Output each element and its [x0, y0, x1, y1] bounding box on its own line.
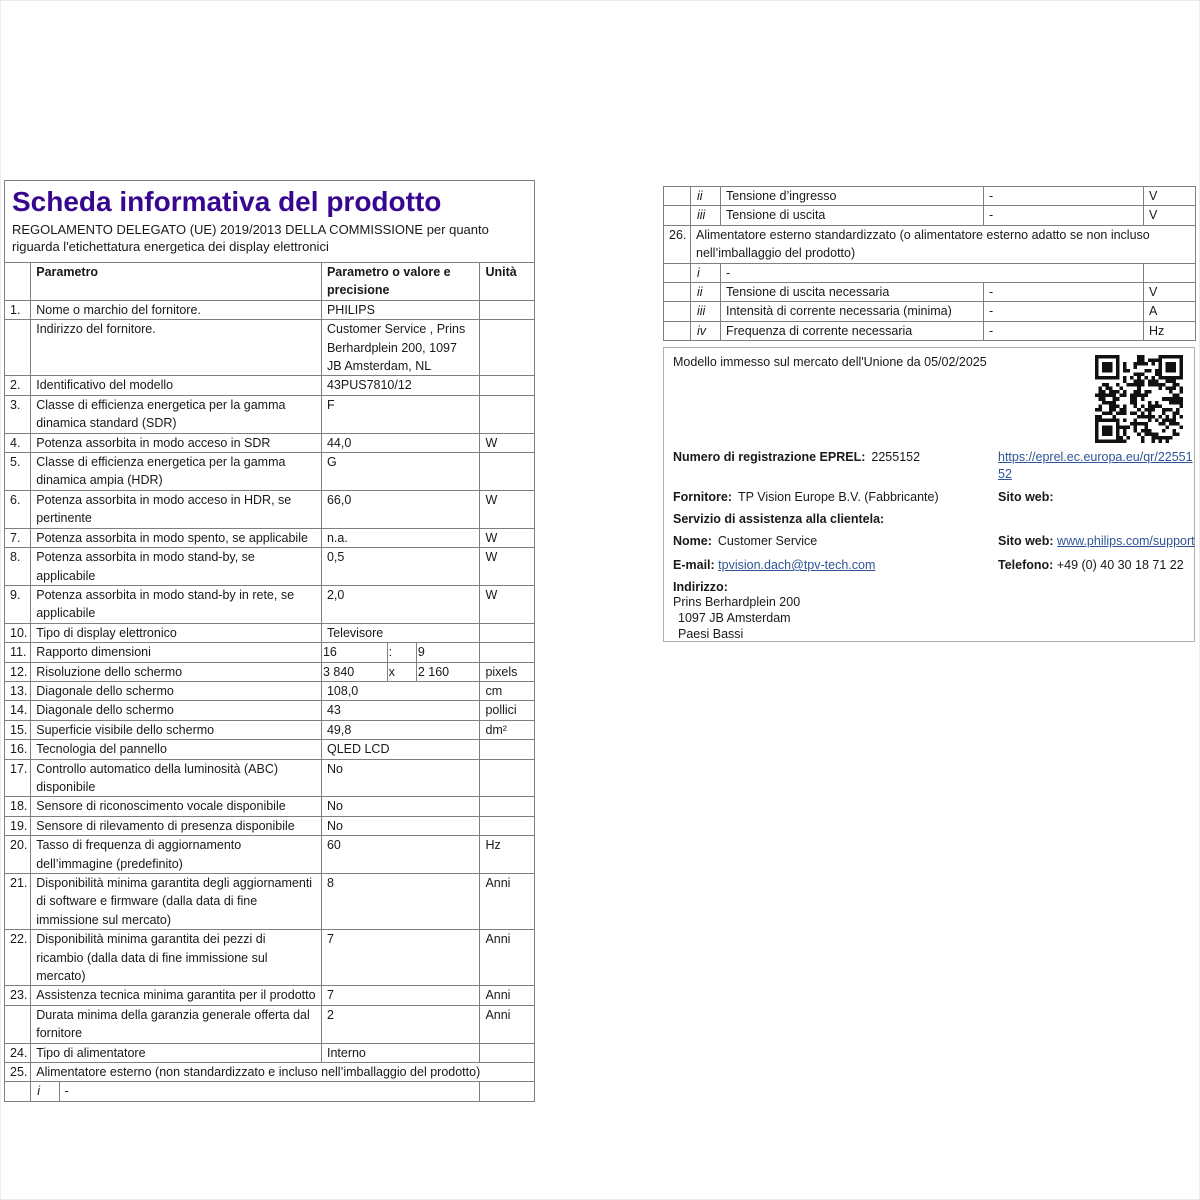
param-label: Rapporto dimensioni: [31, 643, 322, 662]
param-number: [5, 1082, 31, 1101]
param-value: QLED LCD: [321, 740, 479, 759]
qr-code-icon: [1095, 355, 1183, 443]
name-label: Nome:: [673, 534, 712, 548]
continuation-panel: [663, 186, 1196, 341]
param-value: Customer Service , Prins Berhardplein 200, 1097 JB Amsterdam, NL: [321, 320, 479, 376]
param-number: 23.: [5, 986, 31, 1005]
param-label: Potenza assorbita in modo acceso in SDR: [31, 433, 322, 452]
table-row: [5, 1043, 535, 1062]
param-unit: V: [1144, 283, 1196, 302]
table-row: [5, 797, 535, 816]
param-label: Potenza assorbita in modo spento, se applicabile: [31, 528, 322, 547]
market-date-line: Modello immesso sul mercato dell'Unione da 05/02/2025: [673, 355, 987, 369]
table-row: [5, 1063, 535, 1082]
param-value: 2: [321, 1005, 479, 1043]
phone-label: Telefono:: [998, 558, 1054, 572]
param-number: 4.: [5, 433, 31, 452]
param-number: 2.: [5, 376, 31, 395]
param-value: PHILIPS: [321, 300, 479, 319]
param-number: 14.: [5, 701, 31, 720]
sub-item-marker: i: [691, 263, 721, 282]
param-value: 3 840: [321, 662, 387, 681]
param-number: 10.: [5, 623, 31, 642]
address-line-3: Paesi Bassi: [678, 627, 744, 641]
param-value: 108,0: [321, 681, 479, 700]
param-label: Tecnologia del pannello: [31, 740, 322, 759]
param-value: -: [721, 263, 1144, 282]
title-box: [4, 180, 535, 262]
support-website-link[interactable]: www.philips.com/support: [1057, 534, 1195, 548]
param-label: Nome o marchio del fornitore.: [31, 300, 322, 319]
param-unit: [480, 453, 535, 491]
param-value: 66,0: [321, 490, 479, 528]
param-number: [5, 1005, 31, 1043]
param-unit: [480, 740, 535, 759]
param-value: -: [984, 187, 1144, 206]
email-link[interactable]: tpvision.dach@tpv-tech.com: [718, 558, 876, 572]
table-row: [5, 681, 535, 700]
param-number: 17.: [5, 759, 31, 797]
table-row: [664, 283, 1196, 302]
table-row: [5, 701, 535, 720]
param-value: n.a.: [321, 528, 479, 547]
param-unit: [480, 1043, 535, 1062]
param-value: 43PUS7810/12: [321, 376, 479, 395]
page-title: Scheda informativa del prodotto: [12, 186, 442, 217]
param-number: [664, 321, 691, 340]
param-unit: [480, 643, 535, 662]
param-label: Tensione di uscita: [721, 206, 984, 225]
param-label: Indirizzo del fornitore.: [31, 320, 322, 376]
param-value: 43: [321, 701, 479, 720]
param-unit: [480, 320, 535, 376]
param-value: -: [984, 321, 1144, 340]
sub-item-marker: ii: [691, 187, 721, 206]
param-label: Tipo di alimentatore: [31, 1043, 322, 1062]
param-label: Frequenza di corrente necessaria: [721, 321, 984, 340]
product-parameters-continued-table: [663, 186, 1196, 341]
param-number: 13.: [5, 681, 31, 700]
table-row: [5, 395, 535, 433]
param-value: F: [321, 395, 479, 433]
param-label: Superficie visibile dello schermo: [31, 720, 322, 739]
param-value: -: [984, 206, 1144, 225]
param-label: Durata minima della garanzia generale offerta dal fornitore: [31, 1005, 322, 1043]
table-row: [5, 433, 535, 452]
param-number: 11.: [5, 643, 31, 662]
param-number: [5, 320, 31, 376]
param-label: Assistenza tecnica minima garantita per il prodotto: [31, 986, 322, 1005]
param-number: 24.: [5, 1043, 31, 1062]
table-row: [5, 874, 535, 930]
sub-item-marker: iii: [691, 206, 721, 225]
param-value: 9: [416, 643, 480, 662]
param-label: Intensità di corrente necessaria (minima): [721, 302, 984, 321]
param-unit: Anni: [480, 986, 535, 1005]
param-number: 5.: [5, 453, 31, 491]
param-unit: [480, 300, 535, 319]
table-row: [5, 662, 535, 681]
param-label: Identificativo del modello: [31, 376, 322, 395]
header-value: Parametro o valore e precisione: [321, 263, 479, 301]
param-value: -: [984, 302, 1144, 321]
table-row: [5, 300, 535, 319]
param-unit: Hz: [1144, 321, 1196, 340]
param-unit: Hz: [480, 836, 535, 874]
registration-info-box: [663, 347, 1195, 642]
sub-item-marker: iii: [691, 302, 721, 321]
param-unit: A: [1144, 302, 1196, 321]
param-number: 3.: [5, 395, 31, 433]
param-number: 18.: [5, 797, 31, 816]
table-row: [5, 759, 535, 797]
table-row: [5, 720, 535, 739]
table-row: [5, 490, 535, 528]
param-number: 22.: [5, 930, 31, 986]
param-label: Tasso di frequenza di aggiornamento dell’immagine (predefinito): [31, 836, 322, 874]
param-value: 7: [321, 986, 479, 1005]
param-number: 26.: [664, 225, 691, 263]
param-number: [664, 302, 691, 321]
phone-number: +49 (0) 40 30 18 71 22: [1056, 558, 1184, 572]
header-number: [5, 263, 31, 301]
param-value: 0,5: [321, 548, 479, 586]
param-unit: [480, 623, 535, 642]
param-number: 21.: [5, 874, 31, 930]
param-unit: V: [1144, 206, 1196, 225]
param-number: 15.: [5, 720, 31, 739]
param-number: 20.: [5, 836, 31, 874]
param-value: 16: [321, 643, 387, 662]
param-value: No: [321, 797, 479, 816]
product-sheet-panel: [4, 180, 535, 1102]
param-label: Classe di efficienza energetica per la gamma dinamica ampia (HDR): [31, 453, 322, 491]
table-header-row: [5, 263, 535, 301]
param-unit: [480, 376, 535, 395]
sub-item-marker: iv: [691, 321, 721, 340]
service-name: Customer Service: [717, 534, 818, 548]
table-row: [5, 986, 535, 1005]
param-unit: [480, 1082, 535, 1101]
param-value: -: [984, 283, 1144, 302]
table-row: [5, 320, 535, 376]
table-row: [5, 1082, 535, 1101]
param-unit: [480, 816, 535, 835]
param-number: [664, 206, 691, 225]
param-number: 9.: [5, 585, 31, 623]
param-label: Tensione di uscita necessaria: [721, 283, 984, 302]
param-label: Potenza assorbita in modo acceso in HDR, se pertinente: [31, 490, 322, 528]
table-row: [5, 528, 535, 547]
sub-item-marker: i: [31, 1082, 59, 1101]
param-unit: [480, 797, 535, 816]
table-row: [5, 740, 535, 759]
param-number: [664, 187, 691, 206]
sub-item-marker: ii: [691, 283, 721, 302]
header-parameter: Parametro: [31, 263, 322, 301]
param-value: 49,8: [321, 720, 479, 739]
table-row: [664, 321, 1196, 340]
website2-label: Sito web:: [998, 534, 1054, 548]
eprel-link[interactable]: https://eprel.ec.europa.eu/qr/2255152: [998, 450, 1193, 481]
eprel-registration: [673, 449, 988, 483]
param-value: No: [321, 759, 479, 797]
param-label: Alimentatore esterno standardizzato (o alimentatore esterno adatto se non incluso nell’imballaggio del prodotto): [691, 225, 1196, 263]
param-unit: [480, 395, 535, 433]
param-value-separator: :: [387, 643, 416, 662]
param-label: Classe di efficienza energetica per la gamma dinamica standard (SDR): [31, 395, 322, 433]
table-row: [664, 225, 1196, 263]
param-unit: dm²: [480, 720, 535, 739]
address-heading: Indirizzo:: [673, 580, 728, 594]
param-label: Controllo automatico della luminosità (ABC) disponibile: [31, 759, 322, 797]
param-unit: V: [1144, 187, 1196, 206]
param-number: 1.: [5, 300, 31, 319]
eprel-label: Numero di registrazione EPREL:: [673, 450, 866, 464]
param-value: No: [321, 816, 479, 835]
param-value: 8: [321, 874, 479, 930]
email-label: E-mail:: [673, 558, 715, 572]
supplier-line: [673, 489, 988, 506]
param-number: 16.: [5, 740, 31, 759]
table-row: [5, 816, 535, 835]
table-row: [5, 623, 535, 642]
param-label: Disponibilità minima garantita dei pezzi di ricambio (dalla data di fine immissione sul mercato): [31, 930, 322, 986]
param-unit: W: [480, 528, 535, 547]
table-row: [5, 548, 535, 586]
param-number: [664, 263, 691, 282]
header-unit: Unità: [480, 263, 535, 301]
param-value: 60: [321, 836, 479, 874]
param-unit: [1144, 263, 1196, 282]
table-row: [5, 643, 535, 662]
param-label: Alimentatore esterno (non standardizzato e incluso nell’imballaggio del prodotto): [31, 1063, 535, 1082]
param-value: Televisore: [321, 623, 479, 642]
param-value: -: [59, 1082, 480, 1101]
param-number: 25.: [5, 1063, 31, 1082]
param-unit: Anni: [480, 930, 535, 986]
table-row: [5, 453, 535, 491]
supplier-label: Fornitore:: [673, 490, 733, 504]
param-label: Diagonale dello schermo: [31, 681, 322, 700]
eprel-number: 2255152: [871, 450, 921, 464]
address-line-1: Prins Berhardplein 200: [673, 595, 801, 609]
param-number: 19.: [5, 816, 31, 835]
param-unit: W: [480, 490, 535, 528]
param-unit: W: [480, 585, 535, 623]
param-label: Sensore di rilevamento di presenza disponibile: [31, 816, 322, 835]
table-row: [5, 1005, 535, 1043]
param-unit: [480, 759, 535, 797]
website-label: Sito web:: [998, 490, 1054, 504]
param-label: Diagonale dello schermo: [31, 701, 322, 720]
param-number: 12.: [5, 662, 31, 681]
param-unit: pixels: [480, 662, 535, 681]
product-parameters-table: [4, 262, 535, 1102]
regulation-subtitle: REGOLAMENTO DELEGATO (UE) 2019/2013 DELLA COMMISSIONE per quanto riguarda l'etichettatura energetica dei display elettronici: [12, 222, 489, 254]
param-number: 8.: [5, 548, 31, 586]
table-row: [664, 187, 1196, 206]
param-label: Potenza assorbita in modo stand-by, se applicabile: [31, 548, 322, 586]
param-label: Disponibilità minima garantita degli aggiornamenti di software e firmware (dalla data di fine immissione sul mercato): [31, 874, 322, 930]
param-value: 7: [321, 930, 479, 986]
param-unit: W: [480, 548, 535, 586]
param-unit: Anni: [480, 874, 535, 930]
param-value: 2,0: [321, 585, 479, 623]
param-value: Interno: [321, 1043, 479, 1062]
param-label: Potenza assorbita in modo stand-by in rete, se applicabile: [31, 585, 322, 623]
param-label: Tipo di display elettronico: [31, 623, 322, 642]
table-row: [664, 302, 1196, 321]
table-row: [5, 836, 535, 874]
param-value-separator: x: [387, 662, 416, 681]
supplier-name: TP Vision Europe B.V. (Fabbricante): [738, 490, 939, 504]
param-number: [664, 283, 691, 302]
param-number: 6.: [5, 490, 31, 528]
table-row: [664, 263, 1196, 282]
param-number: 7.: [5, 528, 31, 547]
service-name-line: [673, 533, 988, 550]
table-row: [5, 376, 535, 395]
table-row: [664, 206, 1196, 225]
address-line-2: 1097 JB Amsterdam: [678, 611, 791, 625]
param-unit: pollici: [480, 701, 535, 720]
param-label: Risoluzione dello schermo: [31, 662, 322, 681]
table-row: [5, 930, 535, 986]
table-row: [5, 585, 535, 623]
param-value: 2 160: [416, 662, 480, 681]
email-line: [673, 557, 988, 574]
param-value: G: [321, 453, 479, 491]
param-value: 44,0: [321, 433, 479, 452]
customer-service-heading: Servizio di assistenza alla clientela:: [673, 512, 885, 526]
param-unit: W: [480, 433, 535, 452]
param-label: Tensione d’ingresso: [721, 187, 984, 206]
param-unit: cm: [480, 681, 535, 700]
param-unit: Anni: [480, 1005, 535, 1043]
param-label: Sensore di riconoscimento vocale disponibile: [31, 797, 322, 816]
